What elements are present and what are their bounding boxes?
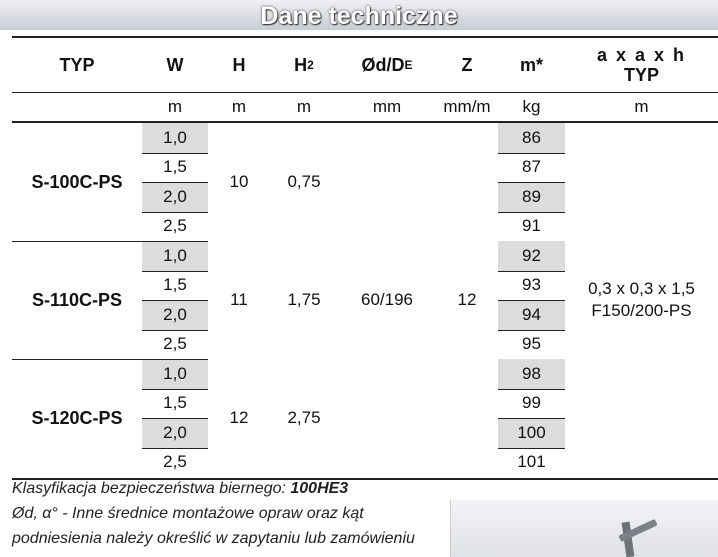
group-h: 11 [230,290,248,309]
row-divider [142,418,208,419]
cell-m: 87 [522,157,541,177]
cell-m: 89 [498,182,565,212]
row-divider [498,448,565,449]
group-typ: S-110C-PS [31,289,123,310]
cell-w: 2,0 [142,418,208,448]
shared-axaxh [565,123,718,477]
section-title: Dane techniczne [260,2,458,30]
cell-m: 101 [517,452,546,472]
group-typ: S-100C-PS [31,171,123,192]
header-axaxh-line1: a x a x h [596,45,687,65]
header-z: Z [461,54,473,75]
shared-z: 12 [457,290,477,309]
row-divider [142,153,208,154]
header-axaxh [565,38,718,92]
cell-m: 100 [498,418,565,448]
unit-h: m [231,97,247,116]
cell-w: 1,5 [163,275,187,295]
row-divider [142,300,208,301]
row-divider [498,212,565,213]
cell-m: 99 [522,393,541,413]
header-typ: TYP [59,54,95,75]
cell-m: 98 [498,359,565,389]
cell-w: 2,0 [142,182,208,212]
footer-classification [12,480,348,498]
header-od-sub: E [404,58,413,72]
row-divider [498,330,565,331]
street-lamp-photo [450,500,718,557]
row-divider [142,330,208,331]
cell-m: 86 [498,123,565,153]
unit-od: mm [372,97,402,116]
unit-h2: m [296,97,312,116]
header-od [338,38,436,92]
cell-w: 1,0 [142,123,208,153]
row-divider [142,389,208,390]
header-m: m* [519,54,543,75]
cell-w: 1,0 [142,241,208,271]
row-divider [142,212,208,213]
group-h: 10 [229,172,249,191]
footer-classification-value: 100HE3 [290,480,349,497]
table-rule [12,92,718,93]
unit-w: m [167,97,183,116]
header-h: H [232,54,246,75]
row-divider [498,271,565,272]
group-h2: 2,75 [287,408,321,427]
row-divider [142,182,208,183]
unit-axaxh: m [634,97,649,116]
unit-m: kg [522,97,541,116]
cell-w: 2,5 [163,334,187,354]
cell-m: 93 [522,275,541,295]
cell-m: 94 [498,300,565,330]
cell-m: 91 [522,216,541,236]
row-divider [498,389,565,390]
header-h2-sub: 2 [307,58,314,72]
group-h2: 1,75 [287,290,321,309]
header-w: W [166,54,184,75]
unit-z: mm/m [443,97,491,116]
cell-w: 1,5 [163,393,187,413]
shared-axaxh-line1: 0,3 x 0,3 x 1,5 [588,279,695,298]
cell-w: 1,0 [142,359,208,389]
group-h2: 0,75 [287,172,321,191]
footer-note-line2: podniesienia należy określić w zapytaniu lub zamówieniu [12,530,415,547]
shared-od: 60/196 [361,290,413,309]
header-axaxh-line2: TYP [623,65,659,85]
row-divider [498,182,565,183]
cell-m: 95 [522,334,541,354]
cell-w: 2,5 [163,452,187,472]
header-od-main: Ød/D [361,54,405,75]
table-rule [12,36,718,38]
group-typ: S-120C-PS [31,407,123,428]
row-divider [498,418,565,419]
table-rule [12,241,208,242]
cell-w: 1,5 [163,157,187,177]
row-divider [498,153,565,154]
shared-axaxh-line2: F150/200-PS [591,301,692,320]
row-divider [142,448,208,449]
footer-classification-label: Klasyfikacja bezpieczeństwa biernego: [12,480,291,497]
row-divider [498,300,565,301]
footer-note-line1: Ød, α° - Inne średnice montażowe opraw oraz kąt [12,505,364,522]
cell-w: 2,0 [142,300,208,330]
cell-m: 92 [498,241,565,271]
header-h2 [270,38,338,92]
table-rule [12,359,208,360]
header-h2-main: H [294,54,308,75]
group-h: 12 [229,408,249,427]
cell-w: 2,5 [163,216,187,236]
row-divider [142,271,208,272]
